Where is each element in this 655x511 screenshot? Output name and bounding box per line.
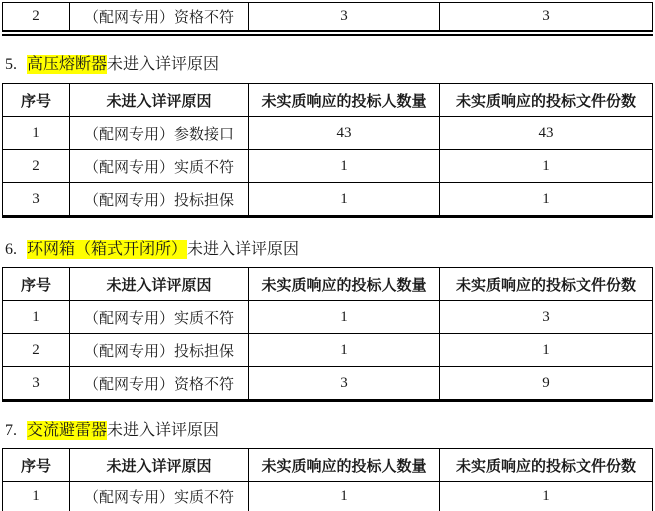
table-header-row [3,268,653,301]
cell-reason: （配网专用）投标担保 [70,334,249,367]
cell-seq: 2 [3,334,70,367]
table-row [3,301,653,334]
cell-bidder-count: 3 [249,3,440,34]
cell-seq: 1 [3,482,70,511]
section-7-title-rest: 未进入详评原因 [107,422,220,439]
table-row [3,3,653,34]
cell-bidder-count: 1 [249,183,440,217]
cell-doc-count: 9 [440,367,653,401]
table-header-row [3,449,653,482]
cell-seq: 1 [3,117,70,150]
table-row [3,183,653,217]
section-7-heading [5,419,654,443]
section-6-number: 6. [5,241,17,258]
section-6-table [2,267,653,402]
cell-bidder-count: 1 [249,150,440,183]
cell-doc-count: 1 [440,183,653,217]
col-header-seq: 序号 [3,84,70,117]
cell-reason: （配网专用）实质不符 [70,150,249,183]
cell-reason: （配网专用）参数接口 [70,117,249,150]
cell-reason: （配网专用）资格不符 [70,3,249,34]
cell-doc-count: 1 [440,482,653,511]
cell-doc-count: 1 [440,334,653,367]
section-7-table [2,448,653,511]
cell-bidder-count: 1 [249,334,440,367]
col-header-reason: 未进入详评原因 [70,449,249,482]
cell-bidder-count: 1 [249,301,440,334]
cell-seq: 1 [3,301,70,334]
section-7-number: 7. [5,422,17,439]
col-header-reason: 未进入详评原因 [70,84,249,117]
section-6-heading [5,238,654,262]
cell-seq: 3 [3,367,70,401]
table-row [3,482,653,511]
cell-doc-count: 3 [440,301,653,334]
cell-reason: （配网专用）资格不符 [70,367,249,401]
col-header-bidder-count: 未实质响应的投标人数量 [249,84,440,117]
section-5-table [2,83,653,218]
cell-doc-count: 1 [440,150,653,183]
cell-seq: 2 [3,3,70,34]
table-row [3,367,653,401]
col-header-doc-count: 未实质响应的投标文件份数 [440,268,653,301]
section-6-title-rest: 未进入详评原因 [187,241,300,258]
col-header-seq: 序号 [3,449,70,482]
cell-reason: （配网专用）投标担保 [70,183,249,217]
table-row [3,334,653,367]
cell-reason: （配网专用）实质不符 [70,482,249,511]
cell-bidder-count: 43 [249,117,440,150]
col-header-bidder-count: 未实质响应的投标人数量 [249,449,440,482]
col-header-seq: 序号 [3,268,70,301]
cell-doc-count: 43 [440,117,653,150]
section-7-highlighted-term: 交流避雷器 [27,422,108,439]
section-5-highlighted-term: 高压熔断器 [27,56,108,73]
col-header-doc-count: 未实质响应的投标文件份数 [440,449,653,482]
col-header-bidder-count: 未实质响应的投标人数量 [249,268,440,301]
partial-table-top [2,2,653,36]
section-5-heading [5,53,654,77]
section-5-number: 5. [5,56,17,73]
section-6-highlighted-term: 环网箱（箱式开闭所） [27,241,188,258]
cell-bidder-count: 1 [249,482,440,511]
cell-doc-count: 3 [440,3,653,34]
cell-bidder-count: 3 [249,367,440,401]
col-header-doc-count: 未实质响应的投标文件份数 [440,84,653,117]
col-header-reason: 未进入详评原因 [70,268,249,301]
cell-seq: 3 [3,183,70,217]
cell-seq: 2 [3,150,70,183]
cell-reason: （配网专用）实质不符 [70,301,249,334]
table-row [3,117,653,150]
section-5-title-rest: 未进入详评原因 [107,56,220,73]
table-row [3,150,653,183]
table-header-row [3,84,653,117]
